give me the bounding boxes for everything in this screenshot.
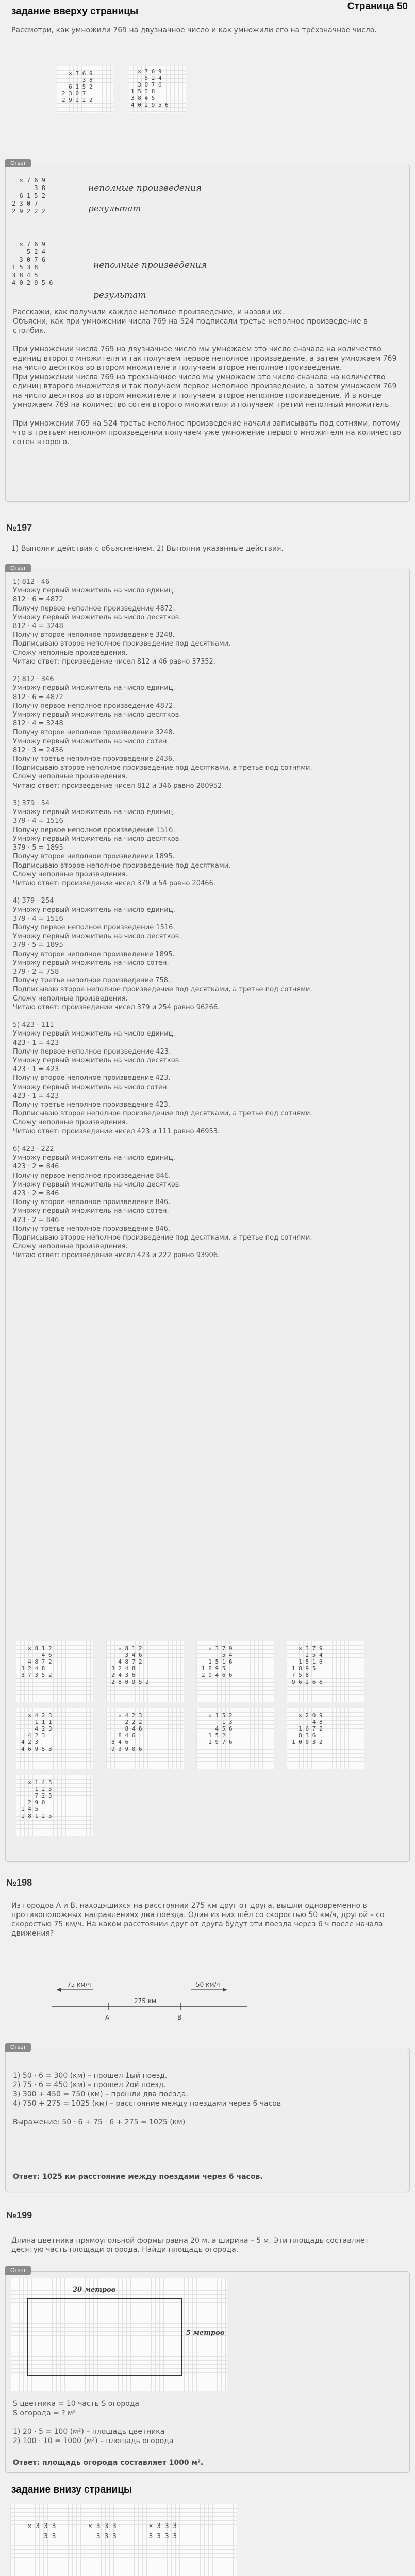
exercise-197-task: 1) Выполни действия с объяснением. 2) Выполни указанные действия. <box>11 545 284 553</box>
ex197-calc-grid <box>287 1641 364 1702</box>
answer-badge: Ответ <box>5 2043 31 2052</box>
ex197-calc-grid <box>106 1641 184 1702</box>
rect-length-label: 20 метров <box>73 2286 116 2294</box>
calc-769x38: × 7 6 9 3 8 6 1 5 2 2 3 0 7 2 9 2 2 2 <box>62 70 93 104</box>
ex197-calc: × 3 7 9 2 5 4 1 5 1 6 1 8 9 5 7 5 8 9 6 2 6 6 <box>292 1645 323 1685</box>
ex197-calc-grid <box>287 1708 364 1769</box>
ex197-calcs <box>16 1641 397 1857</box>
ex197-calc: × 1 5 2 1 3 4 5 6 1 5 2 1 9 7 6 <box>208 1712 233 1745</box>
answer-badge: Ответ <box>5 2266 31 2275</box>
ex197-calc: × 4 2 3 1 1 1 4 2 3 4 2 3 4 2 3 4 6 9 5 3 <box>21 1712 52 1752</box>
exercise-198-number: №198 <box>6 1877 32 1888</box>
exercise-199-number: №199 <box>6 2210 32 2221</box>
top-answer-card <box>5 160 410 502</box>
right-arrow-head <box>223 1988 227 1992</box>
ex197-calc-grid <box>196 1641 274 1702</box>
exercise-199-task: Длина цветника прямоугольной формы равна 20 м, а ширина – 5 м. Эти площадь составляет десятую часть площади огорода. Найди площадь огорода. <box>11 2236 369 2254</box>
top-answer-text: Расскажи, как получили каждое неполное произведение, и назови их. Объясни, как при умножении числа 769 на 524 подписали третье неполное произведение в столбик. При умножении числа 769 на двузначное число мы умножаем это число сначала на количество единиц второго множителя и так получаем первое неполное произведение, а затем умножаем 769 на число десятков во втором множителе и получаем второе неполное произведение. При умножении числа 769 на трехзначное число мы умножаем это число сначала на количество единиц второго множителя и так получаем первое неполное произведение, а затем умножаем 769 на число десятков во втором множителе и получаем второе неполное произведение. И в конце умножаем 769 на количество сотен второго множителя и получаем третий неполный множитель. При умножении 769 на 524 третье неполное произведение начали записывать под сотнями, потому что в третьем неполном произведении получаем уже умножение первого множителя на количество сотен второго. <box>13 308 401 446</box>
point-a: А <box>105 2014 110 2021</box>
bottom-calc-line1: × 3 3 3 × 3 3 3 × 3 3 3 <box>20 2522 177 2530</box>
answer-calc-2: × 7 6 9 5 2 4 3 0 7 6 1 5 3 8 3 8 4 5 4 0 2 9 5 6 <box>12 241 53 286</box>
top-intro: Рассмотри, как умножили 769 на двузначное число и как умножили его на трёхзначное число. <box>11 26 377 35</box>
note-result-2: результат <box>93 290 146 300</box>
ex197-answer-card <box>5 565 410 1862</box>
ex197-calc: × 1 4 5 1 2 5 7 2 5 2 9 0 1 4 5 1 8 1 2 5 <box>21 1779 52 1819</box>
rect-width-label: 5 метров <box>186 2329 225 2337</box>
ex197-calc: × 3 7 9 5 4 1 5 1 6 1 8 9 5 2 0 4 6 6 <box>202 1645 233 1679</box>
speed-label-2: 50 км/ч <box>196 1981 220 1988</box>
ex197-calc: × 4 2 3 2 2 2 8 4 6 8 4 6 8 4 6 9 3 9 0 6 <box>111 1712 142 1752</box>
ex197-calc-grid <box>196 1708 274 1769</box>
note-partial-2: неполные произведения <box>93 260 207 270</box>
rect-grid <box>11 2278 227 2391</box>
distance-label: 275 км <box>134 1997 157 2005</box>
left-arrow-head <box>57 1988 61 1992</box>
ex198-answer-card <box>5 2044 410 2192</box>
point-b: В <box>177 2014 182 2021</box>
page-number: Страница 50 <box>347 1 408 12</box>
ex199-solution: S цветника = 10 часть S огорода S огорода = ? м² 1) 20 · 5 = 100 (м²) – площадь цветника 2) 100 · 10 = 1000 (м²) – площадь огорода <box>13 2400 174 2445</box>
note-partial-1: неполные произведения <box>88 183 202 193</box>
answer-badge: Ответ <box>5 564 31 572</box>
trains-diagram <box>52 1978 258 2025</box>
ex197-calc-grid <box>16 1708 93 1769</box>
ex197-calc: × 8 1 2 3 4 6 4 8 7 2 3 2 4 8 2 4 3 6 2 8 0 9 5 2 <box>111 1645 149 1685</box>
section-title-bottom: задание внизу страницы <box>11 2484 132 2495</box>
calc-grid-2 <box>129 66 186 113</box>
exercise-198-task: Из городов А и В, находящихся на расстоянии 275 км друг от друга, вышли одновременно в противоположных направлениях два поезда. Один из них шёл со скоростью 50 км/ч, другой – со скоростью 75 км/ч. На каком расстоянии друг от друга будут эти поезда через 6 ч после начала движения? <box>11 1902 385 1938</box>
bottom-grid <box>10 2504 237 2576</box>
ex199-answer-card <box>5 2267 410 2473</box>
calc-grid-1 <box>57 66 113 113</box>
ex197-calc-grid <box>16 1775 93 1836</box>
exercise-197-number: №197 <box>6 522 32 533</box>
ex197-calc-grid <box>16 1641 93 1702</box>
note-result-1: результат <box>88 204 141 214</box>
answer-calc-1: × 7 6 9 3 8 6 1 5 2 2 3 0 7 2 9 2 2 2 <box>12 177 46 215</box>
ex197-calc: × 2 0 9 4 8 1 6 7 2 8 3 6 1 0 0 3 2 <box>292 1712 323 1745</box>
section-title-top: задание вверху страницы <box>11 6 139 17</box>
ex197-calc: × 8 1 2 4 6 4 8 7 2 3 2 4 8 3 7 3 5 2 <box>21 1645 52 1679</box>
ex197-calc-grid <box>106 1708 184 1769</box>
ex198-final: Ответ: 1025 км расстояние между поездами через 6 часов. <box>13 2173 263 2181</box>
flowerbed-rectangle <box>27 2298 182 2376</box>
ex199-final: Ответ: площадь огорода составляет 1000 м². <box>13 2459 204 2467</box>
ex198-solution: 1) 50 · 6 = 300 (км) – прошел 1ый поезд. 2) 75 · 6 = 450 (км) – прошел 2ой поезд. 3) 300 + 450 = 750 (км) – прошли два поезда. 4) 750 + 275 = 1025 (км) – расстояние между поездами через 6 часов Выражение: 50 · 6 + 75 · 6 + 275 = 1025 (км) <box>13 2072 281 2126</box>
calc-769x524: × 7 6 9 5 2 4 3 0 7 6 1 5 3 8 3 8 4 5 4 0 2 9 5 6 <box>131 68 169 108</box>
ex197-solution: 1) 812 · 46 Умножу первый множитель на число единиц. 812 · 6 = 4872 Получу первое неполное произведение 4872. Умножу первый множитель на число десятков. 812 · 4 = 3248 Получу второе неполное произведение 3248. Подписываю второе неполное произведение под десятками. Сложу неполные произведения. Читаю ответ: произведение чисел 812 и 46 равно 37352. 2) 812 · 346 Умножу первый множитель на число единиц. 812 · 6 = 4872 Получу первое неполное произведение 4872. Умножу первый множитель на число десятков. 812 · 4 = 3248 Получу второе неполное произведение 3248. Умножу первый множитель на число сотен. 812 · 3 = 2436 Получу третье неполное произведение 2436. Подписываю второе неполное произведение под десятками, а третье под сотнями. Сложу неполные произведения. Читаю ответ: произведение чисел 812 и 346 равно 280952. 3) 379 · 54 Умножу первый множитель на число единиц. 379 · 4 = 1516 Получу первое неполное произведение 1516. Умножу первый множитель на число десятков. 379 · 5 = 1895 Получу второе неполное произведение 1895. Подписываю второе неполное произведение под десятками. Сложу неполные произведения. Читаю ответ: произведение чисел 379 и 54 равно 20466. 4) 379 · 254 Умножу первый множитель на число единиц. 379 · 4 = 1516 Получу первое неполное произведение 1516. Умножу первый множитель на число десятков. 379 · 5 = 1895 Получу второе неполное произведение 1895. Умножу первый множитель на число сотен. 379 · 2 = 758 Получу третье неполное произведение 758. Подписываю второе неполное произведение под десятками, а третье под сотнями. Сложу неполные произведения. Читаю ответ: произведение чисел 379 и 254 равно 96266. 5) 423 · 111 Умножу первый множитель на число единиц. 423 · 1 = 423 Получу первое неполное произведение 423. Умножу первый множитель на число десятков. 423 · 1 = 423 Получу второе неполное произведение 423. Умножу первый множитель на число сотен. 423 · 1 = 423 Получу третье неполное произведение 423. Подписываю второе неполное произведение под десятками, а третье под сотнями. Сложу неполные произведения. Читаю ответ: произведение чисел 423 и 111 равно 46953. 6) 423 · 222 Умножу первый множитель на число единиц. 423 · 2 = 846 Получу первое неполное произведение 846. Умножу первый множитель на число десятков. 423 · 2 = 846 Получу второе неполное произведение 846. Умножу первый множитель на число сотен. 423 · 2 = 846 Получу третье неполное произведение 846. Подписываю второе неполное произведение под десятками, а третье под сотнями. Сложу неполные произведения. Читаю ответ: произведение чисел 423 и 222 равно 93906. <box>13 578 312 1260</box>
bottom-calc-line2: 3 3 3 3 3 3 3 3 3 <box>20 2533 177 2540</box>
speed-label-1: 75 км/ч <box>67 1981 91 1988</box>
answer-badge: Ответ <box>5 159 31 167</box>
